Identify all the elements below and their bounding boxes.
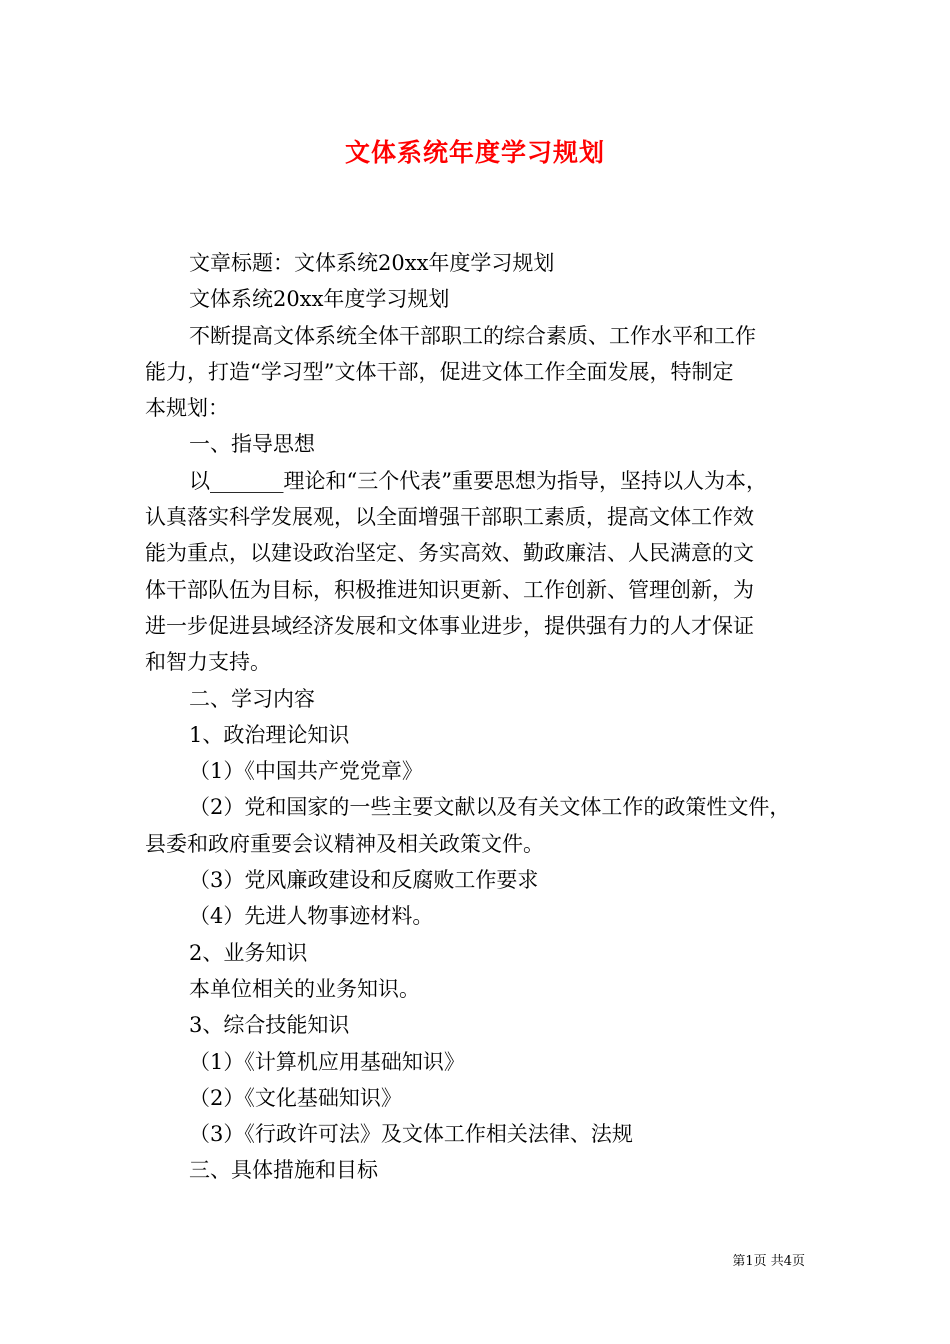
list-item: （1）《中国共产党党章》: [189, 759, 423, 784]
list-item: （2）党和国家的一些主要文献以及有关文体工作的政策性文件，: [189, 795, 791, 820]
paragraph-line: 能为重点，以建设政治坚定、务实高效、勤政廉洁、人民满意的文: [145, 541, 754, 566]
subsection-heading: 3、综合技能知识: [189, 1013, 350, 1038]
paragraph-line: 认真落实科学发展观，以全面增强干部职工素质，提高文体工作效: [145, 505, 754, 530]
paragraph-line: 不断提高文体系统全体干部职工的综合素质、工作水平和工作: [189, 323, 756, 348]
paragraph-line: 进一步促进县域经济发展和文体事业进步，提供强有力的人才保证: [145, 613, 754, 638]
list-item: （4）先进人物事迹材料。: [189, 904, 434, 929]
paragraph-line: 以_______理论和“三个代表”重要思想为指导，坚持以人为本，: [189, 468, 767, 493]
paragraph-line: 和智力支持。: [145, 650, 271, 675]
section-heading: 三、具体措施和目标: [189, 1158, 378, 1183]
paragraph-line: 本规划：: [145, 396, 229, 421]
paragraph-line: 体干部队伍为目标，积极推进知识更新、工作创新、管理创新，为: [145, 577, 754, 602]
list-item: （3）党风廉政建设和反腐败工作要求: [189, 868, 539, 893]
paragraph-line: 文体系统20xx年度学习规划: [189, 287, 450, 312]
subsection-heading: 2、业务知识: [189, 940, 308, 965]
paragraph-line: 县委和政府重要会议精神及相关政策文件。: [145, 831, 544, 856]
list-item: （1）《计算机应用基础知识》: [189, 1049, 465, 1074]
paragraph-line: 能力，打造“学习型”文体干部，促进文体工作全面发展，特制定: [145, 359, 734, 384]
list-item: （3）《行政许可法》及文体工作相关法律、法规: [189, 1122, 633, 1147]
paragraph-line: 本单位相关的业务知识。: [189, 976, 420, 1001]
list-item: （2）《文化基础知识》: [189, 1085, 402, 1110]
section-heading: 一、指导思想: [189, 432, 315, 457]
section-heading: 二、学习内容: [189, 686, 315, 711]
subsection-heading: 1、政治理论知识: [189, 722, 350, 747]
document-title: 文体系统年度学习规划: [344, 138, 605, 167]
document-body: [145, 245, 815, 1189]
paragraph-line: 文章标题：文体系统20xx年度学习规划: [189, 251, 555, 275]
page-number: 第1页 共4页: [732, 1254, 805, 1269]
